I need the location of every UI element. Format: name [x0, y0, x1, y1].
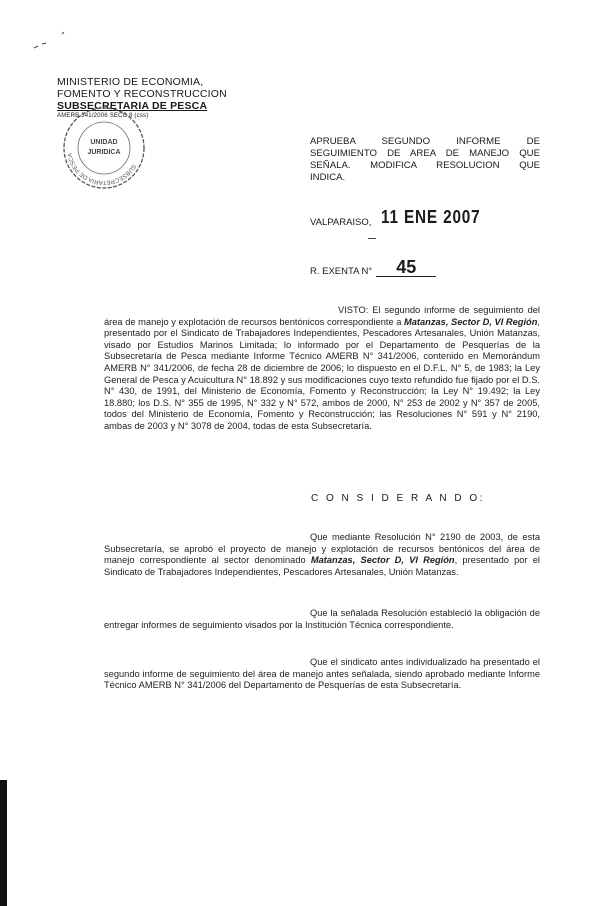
divider-dash [368, 238, 376, 239]
visto-text-b: , presentado por el Sindicato de Trabajadores Independientes, Pescadores Artesanales, Unión Matanzas, visado por Estudios Marinos Limitada; lo informado por el Departamento de Pesquerías de la Subsecretaría de Pesca mediante Informe Técnico AMERB N° 341/2006, contenido en Memorándum AMERB N° 341/2006, de fecha 28 de diciembre de 2006; lo dispuesto en el D.F.L. N° 5, de 1983; la Ley General de Pesca y Acuicultura N° 18.892 y sus modificaciones cuyo texto refundido fue fijado por el D.S. N° 430, de 1991, del Ministerio de Economía, Fomento y Reconstrucción; la Ley N° 19.492; la Ley 18.880; los D.S. N° 355 de 1995, N° 332 y N° 572, ambos de 2000, N° 253 de 2002 y N° 357 de 2005, todos del Ministerio de Economía, Fomento y Reconstrucción; las Resoluciones N° 591 y N° 2190, ambas de 2003 y N° 3078 de 2004, todas de esta Subsecretaría. [104, 316, 540, 431]
scan-edge-mark [0, 780, 7, 906]
svg-text:SUBSECRETARIA DE PESCA: SUBSECRETARIA DE PESCA [67, 152, 137, 186]
ministry-line-2: FOMENTO Y RECONSTRUCCION [57, 88, 227, 100]
visto-text-a: El segundo informe de seguimiento del área de manejo y explotación de recursos bentónicos correspondiente a [104, 305, 540, 327]
subject-line-1: APRUEBA SEGUNDO INFORME DE [310, 136, 540, 147]
p1-sector: Matanzas, Sector D, VI Región [310, 555, 455, 566]
svg-text:UNIDAD: UNIDAD [90, 139, 118, 146]
p2-text: Que la señalada Resolución estableció la obligación de entregar informes de seguimiento visados por la Institución Técnica correspondiente. [104, 608, 540, 630]
place-date-line [310, 207, 499, 228]
considerando-heading: C O N S I D E R A N D O: [311, 493, 485, 504]
resolution-number-line [310, 258, 436, 277]
p1-text-a: Que mediante Resolución N° 2190 de 2003, de esta Subsecretaría, se aprobó el proyecto de manejo y explotación de recursos bentónicos del área de manejo correspondiente al sector denominado [104, 532, 540, 566]
subject-line-3: SEÑALA. MODIFICA RESOLUCION QUE [310, 160, 540, 171]
official-seal-stamp [60, 104, 148, 192]
ministry-line-4: AMERB 341/2006 SECC 8 (css) [57, 113, 149, 119]
svg-text:JURIDICA: JURIDICA [87, 149, 121, 156]
p1-text-b: , presentado por el Sindicato de Trabajadores Independientes, Pescadores Artesanales, Unión Matanzas. [104, 555, 540, 577]
visto-label: VISTO: [338, 305, 369, 315]
considerando-paragraph-2 [104, 608, 540, 631]
city-label: VALPARAISO, [310, 217, 372, 228]
stamped-date: 11 ENE 2007 [381, 207, 481, 227]
resolution-label: R. EXENTA N° [310, 266, 373, 277]
p3-text: Que el sindicato antes individualizado ha presentado el segundo informe de seguimiento del área de manejo antes señalada, siendo aprobado mediante Informe Técnico AMERB N° 341/2006 del Departamento de Pesquerías de esta Subsecretaría. [104, 657, 540, 691]
resolution-number: 45 [376, 258, 436, 277]
visto-paragraph [104, 305, 540, 433]
resolution-subject [310, 136, 540, 184]
subject-line-4: INDICA. [310, 172, 346, 183]
considerando-paragraph-1 [104, 532, 540, 578]
visto-sector: Matanzas, Sector D, VI Región [404, 316, 538, 327]
ministry-line-3: SUBSECRETARIA DE PESCA [57, 100, 208, 112]
ministry-line-1: MINISTERIO DE ECONOMIA, [57, 76, 204, 88]
subject-line-2: SEGUIMIENTO DE AREA DE MANEJO QUE [310, 148, 540, 159]
handwritten-mark [32, 28, 72, 54]
considerando-paragraph-3 [104, 657, 540, 692]
